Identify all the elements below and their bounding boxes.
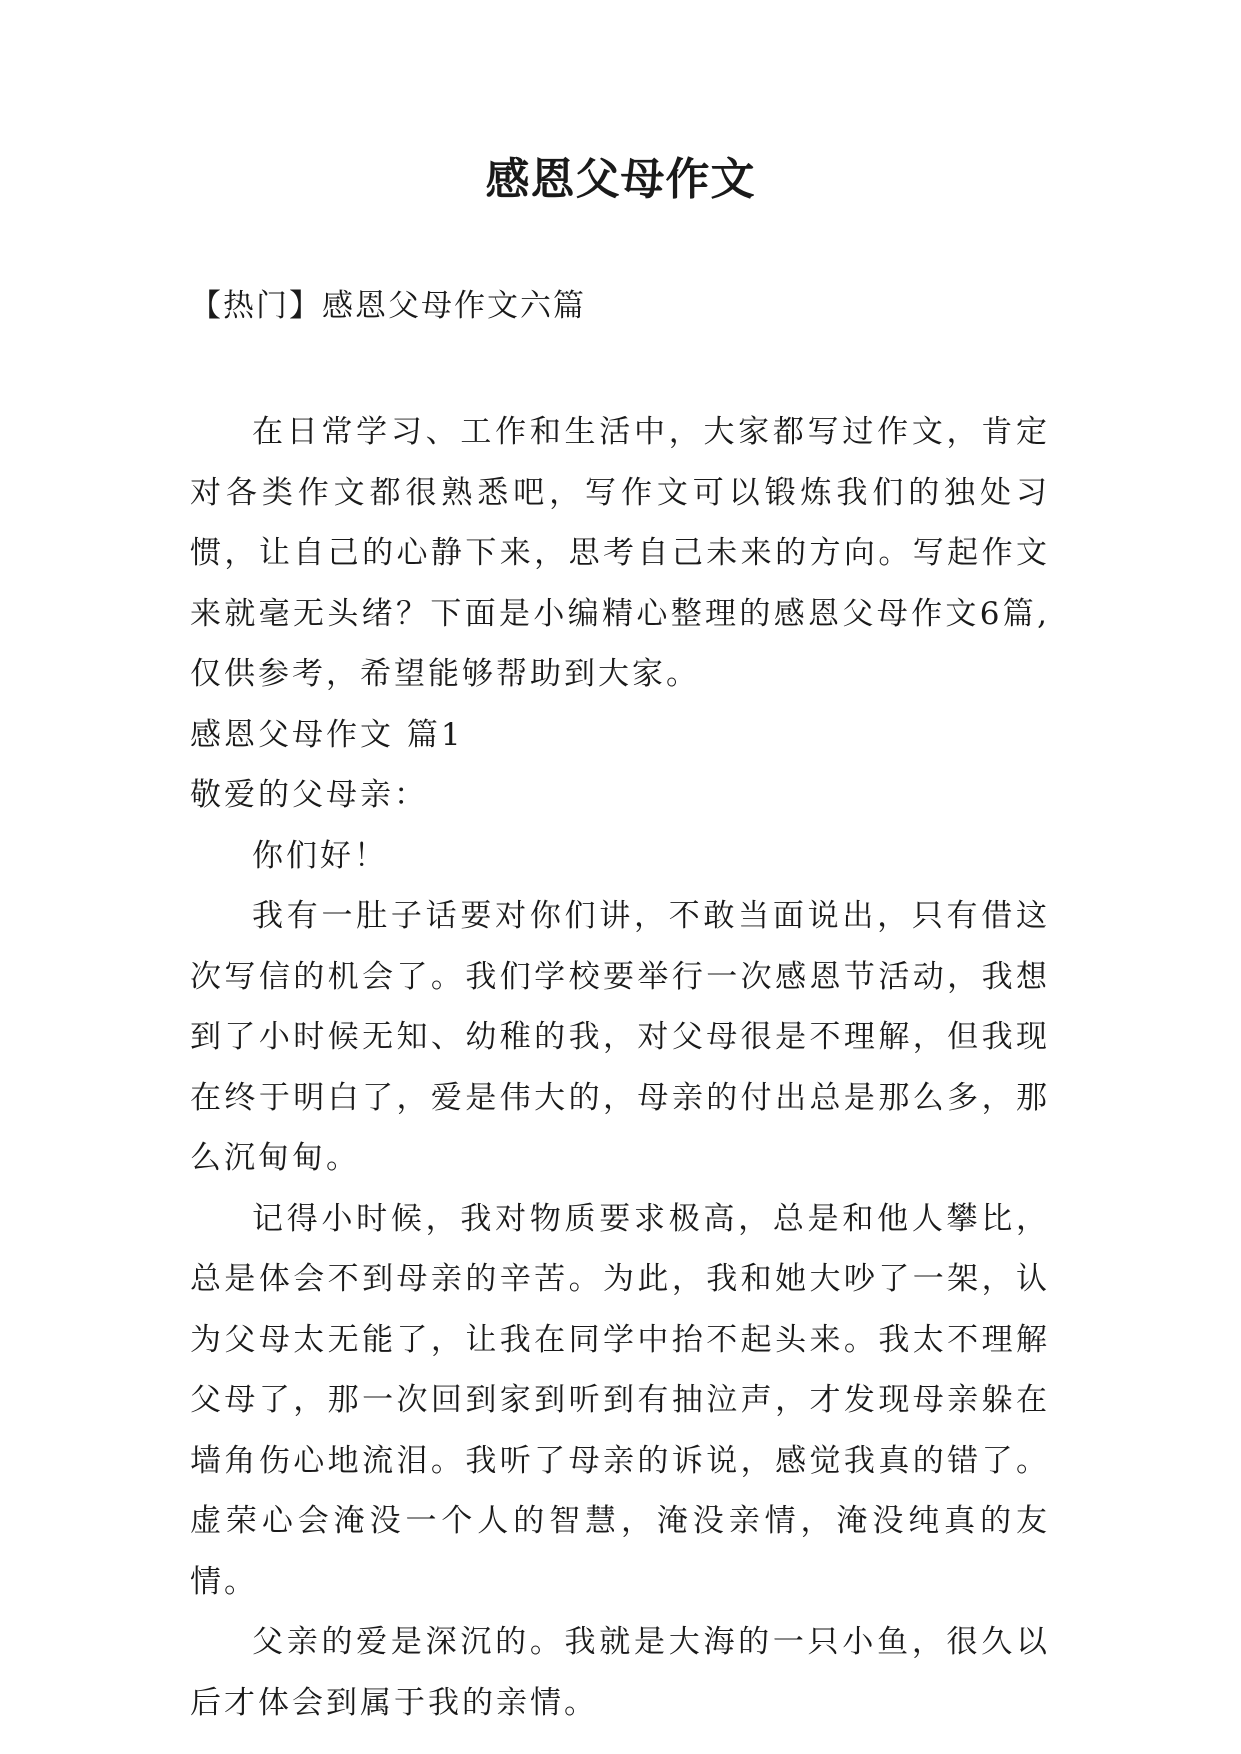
section-heading: 感恩父母作文 篇1 [190, 716, 464, 753]
body-paragraph: 记得小时候，我对物质要求极高，总是和他人攀比，总是体会不到母亲的辛苦。为此，我和她大吵了一架，认为父母太无能了，让我在同学中抬不起头来。我太不理解父母了，那一次回到家到听到有抽泣声，才发现母亲躲在墙角伤心地流泪。我听了母亲的诉说，感觉我真的错了。虚荣心会淹没一个人的智慧，淹没亲情，淹没纯真的友情。 [190, 1200, 1050, 1600]
body-paragraph: 我有一肚子话要对你们讲，不敢当面说出，只有借这次写信的机会了。我们学校要举行一次感恩节活动，我想到了小时候无知、幼稚的我，对父母很是不理解，但我现在终于明白了，爱是伟大的，母亲的付出总是那么多，那么沉甸甸。 [190, 898, 1050, 1176]
document-body [190, 402, 1050, 1733]
letter-salutation: 敬爱的父母亲： [190, 777, 428, 813]
intro-paragraph: 在日常学习、工作和生活中，大家都写过作文，肯定对各类作文都很熟悉吧，写作文可以锻炼我们的独处习惯，让自己的心静下来，思考自己未来的方向。写起作文来就毫无头绪？下面是小编精心整理的感恩父母作文6篇,仅供参考，希望能够帮助到大家。 [190, 414, 1050, 692]
document-title: 感恩父母作文 [485, 154, 756, 205]
body-paragraph: 父亲的爱是深沉的。我就是大海的一只小鱼，很久以后才体会到属于我的亲情。 [190, 1624, 1050, 1721]
letter-greeting: 你们好！ [252, 837, 388, 874]
document-subtitle: 【热门】感恩父母作文六篇 [190, 288, 586, 324]
